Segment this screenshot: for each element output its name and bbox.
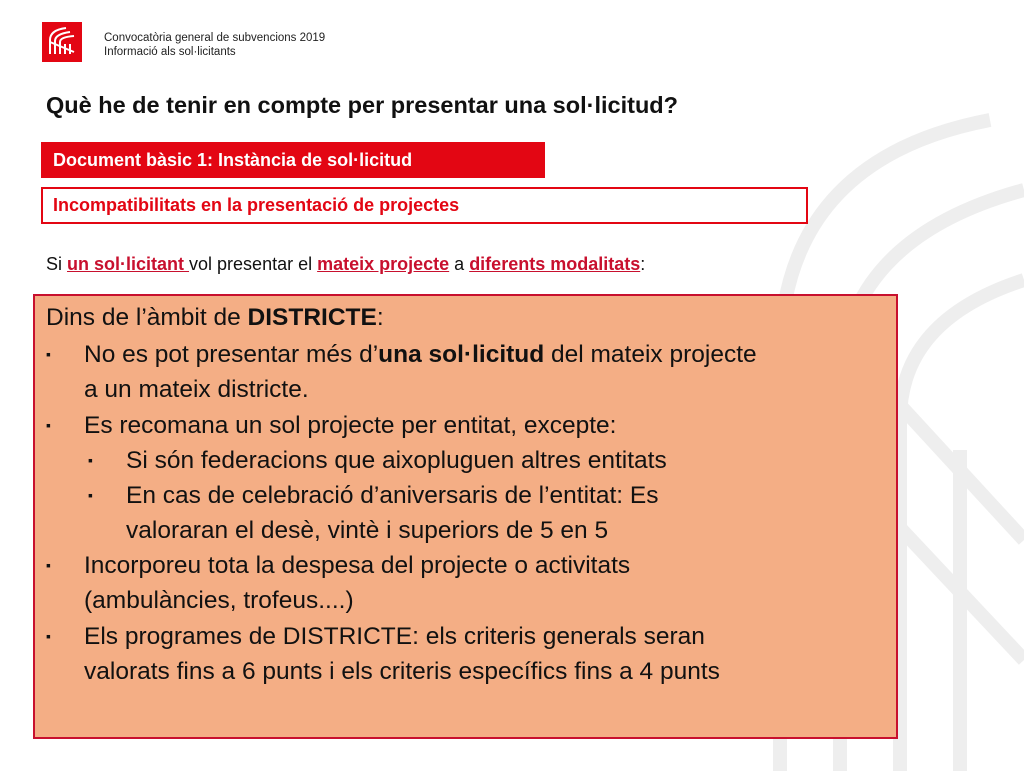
- bullet-text-bold: una sol·licitud: [378, 341, 545, 368]
- intro-part4: :: [640, 254, 646, 274]
- incompatibilities-box: Incompatibilitats en la presentació de projectes: [41, 187, 808, 224]
- intro-part3: a: [449, 254, 470, 274]
- bullet-text: valorats fins a 6 punts i els criteris específics fins a 4 punts: [84, 658, 720, 685]
- bullet-text-part: No es pot presentar més d’: [84, 341, 379, 368]
- page-title: Què he de tenir en compte per presentar una sol·licitud?: [46, 92, 679, 118]
- intro-part1: Si: [46, 254, 68, 274]
- bullet-marker: ▪: [46, 346, 51, 362]
- header-line1: Convocatòria general de subvencions 2019: [104, 32, 326, 44]
- bullet-marker: ▪: [88, 452, 93, 468]
- bullet-text: (ambulàncies, trofeus....): [84, 587, 354, 614]
- district-heading: [46, 304, 384, 332]
- bullet-marker: ▪: [46, 557, 51, 573]
- bullet-text: a un mateix districte.: [84, 376, 309, 403]
- bullet-text: valoraran el desè, vintè i superiors de 5 en 5: [126, 517, 609, 544]
- bullet-text: [84, 337, 757, 372]
- intro-red3: diferents modalitats: [469, 254, 641, 274]
- bullet-text: Es recomana un sol projecte per entitat, excepte:: [84, 412, 617, 439]
- bullet-text-part: del mateix projecte: [544, 341, 757, 368]
- intro-part2: vol presentar el: [189, 254, 318, 274]
- intro-red2: mateix projecte: [317, 254, 450, 274]
- bullet-text: Els programes de DISTRICTE: els criteris generals seran: [84, 623, 705, 650]
- header-line2: Informació als sol·licitants: [104, 46, 236, 58]
- bullet-marker: ▪: [88, 487, 93, 503]
- district-heading-b: DISTRICTE: [247, 304, 377, 331]
- bullet-text: Si són federacions que aixopluguen altres entitats: [126, 447, 667, 474]
- barcelona-crest-icon: [42, 22, 82, 62]
- barcelona-logo: [42, 22, 82, 62]
- document-box: Document bàsic 1: Instància de sol·licitud: [41, 142, 545, 178]
- intro-red1: un sol·licitant: [67, 254, 190, 274]
- intro-text: [46, 254, 645, 275]
- district-heading-a: Dins de l’àmbit de: [46, 304, 248, 331]
- header: [104, 31, 325, 59]
- district-heading-c: :: [376, 304, 384, 331]
- bullet-text: Incorporeu tota la despesa del projecte o activitats: [84, 552, 631, 579]
- bullet-text: En cas de celebració d’aniversaris de l’entitat: Es: [126, 482, 659, 509]
- bullet-marker: ▪: [46, 628, 51, 644]
- bullet-marker: ▪: [46, 417, 51, 433]
